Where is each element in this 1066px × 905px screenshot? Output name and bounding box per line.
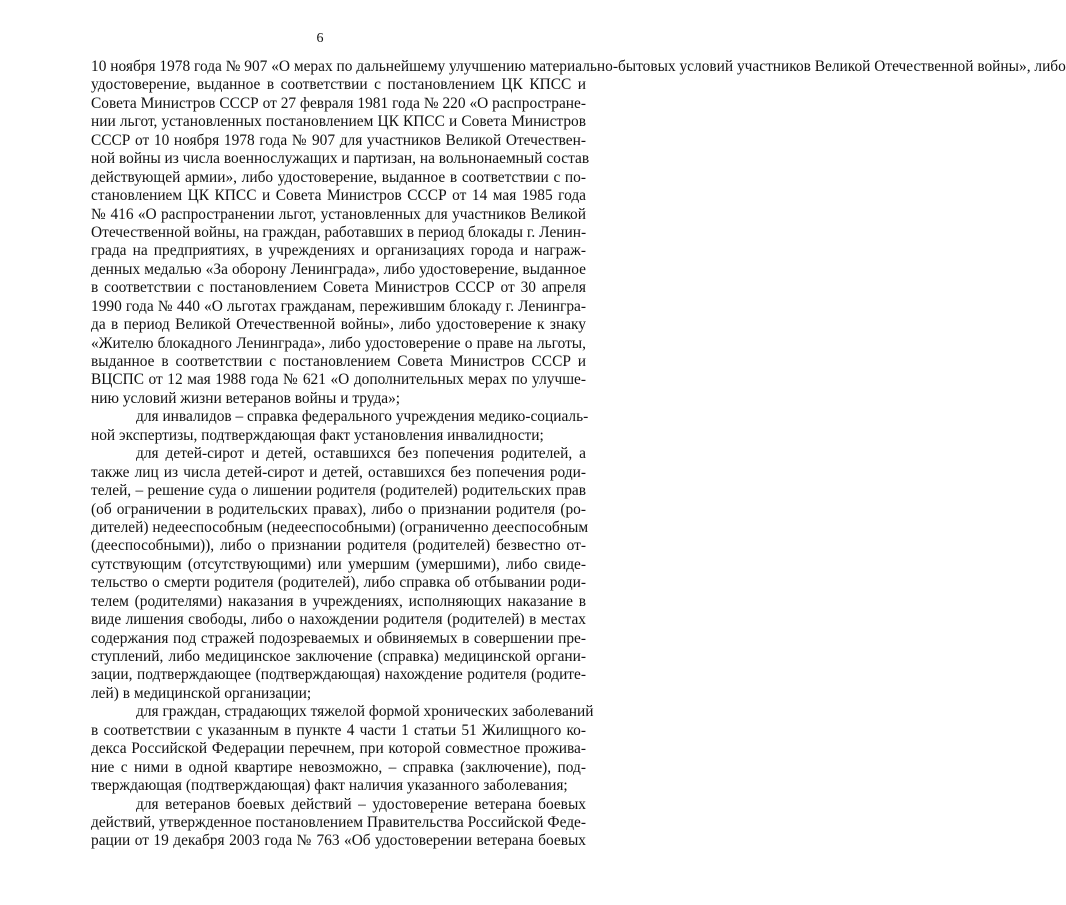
text-line: зации, подтверждающее (подтверждающая) нахождение родителя (родите- xyxy=(91,666,586,684)
text-line: содержания под стражей подозреваемых и обвиняемых в совершении пре- xyxy=(91,629,586,647)
text-line: Отечественной войны, на граждан, работавших в период блокады г. Ленин- xyxy=(91,223,587,241)
text-line: ние с ними в одной квартире невозможно, – справка (заключение), под- xyxy=(91,758,586,776)
text-line: да в период Великой Отечественной войны», либо удостоверение к знаку xyxy=(91,316,586,334)
text-line: ной экспертизы, подтверждающая факт установления инвалидности; xyxy=(91,426,544,444)
text-line: виде лишения свободы, либо о нахождении родителя (родителей) в местах xyxy=(91,611,586,629)
text-line: (об ограничении в родительских правах), либо о признании родителя (ро- xyxy=(91,500,586,518)
paragraph-first-line: для детей-сирот и детей, оставшихся без попечения родителей, а xyxy=(136,445,586,463)
text-line: денных медалью «За оборону Ленинграда», либо удостоверение, выданное xyxy=(91,260,586,278)
page-number: 6 xyxy=(316,31,324,46)
text-line: ВЦСПС от 12 мая 1988 года № 621 «О дополнительных мерах по улучше- xyxy=(91,371,586,389)
text-line: выданное в соответствии с постановлением Совета Министров СССР и xyxy=(91,353,586,370)
paragraph-first-line: для инвалидов – справка федерального учреждения медико-социаль- xyxy=(136,408,589,426)
text-line: тверждающая (подтверждающая) факт наличия указанного заболевания; xyxy=(91,777,568,795)
text-line: дителей) недееспособным (недееспособными) (ограниченно дееспособным xyxy=(91,518,589,536)
text-line: действий, утвержденное постановлением Правительства Российской Феде- xyxy=(91,813,586,831)
paragraph-first-line: для граждан, страдающих тяжелой формой хронических заболеваний xyxy=(136,703,594,721)
text-line: града на предприятиях, в учреждениях и организациях города и награж- xyxy=(91,242,586,260)
text-line: сутствующим (отсутствующими) или умершим (умершими), либо свиде- xyxy=(91,555,586,573)
text-line: ступлений, либо медицинское заключение (справка) медицинской органи- xyxy=(91,648,586,665)
text-line: 1990 года № 440 «О льготах гражданам, пережившим блокаду г. Ленингра- xyxy=(91,297,586,315)
text-line: нию условий жизни ветеранов войны и труда»; xyxy=(91,389,401,407)
text-line: СССР от 10 ноября 1978 года № 907 для участников Великой Отечествен- xyxy=(91,131,586,149)
text-line: действующей армии», либо удостоверение, выданное в соответствии с по- xyxy=(91,168,586,186)
text-line: ной войны из числа военнослужащих и партизан, на вольнонаемный состав xyxy=(91,150,590,168)
text-line: нии льгот, установленных постановлением ЦК КПСС и Совета Министров xyxy=(91,113,586,131)
text-line: 10 ноября 1978 года № 907 «О мерах по дальнейшему улучшению материально-бытовых условий участников Великой Отечественной войны», либо xyxy=(91,58,1066,75)
text-line: декса Российской Федерации перечнем, при которой совместное прожива- xyxy=(91,740,586,758)
text-line: телей, – решение суда о лишении родителя (родителей) родительских прав xyxy=(91,482,586,500)
text-line: также лиц из числа детей-сирот и детей, оставшихся без попечения роди- xyxy=(91,463,586,481)
text-line: тельство о смерти родителя (родителей), либо справка об отбывании роди- xyxy=(91,574,586,592)
body-text xyxy=(91,58,1066,851)
text-line: телем (родителями) наказания в учреждениях, исполняющих наказание в xyxy=(91,592,586,610)
text-line: № 416 «О распространении льгот, установленных для участников Великой xyxy=(91,205,586,223)
text-line: «Жителю блокадного Ленинграда», либо удостоверение о праве на льготы, xyxy=(91,334,586,352)
text-line: в соответствии с постановлением Совета Министров СССР от 30 апреля xyxy=(91,279,586,297)
text-line: Совета Министров СССР от 27 февраля 1981 года № 220 «О распростране- xyxy=(91,94,586,112)
paragraph-first-line: для ветеранов боевых действий – удостоверение ветерана боевых xyxy=(136,795,586,813)
text-line: удостоверение, выданное в соответствии с постановлением ЦК КПСС и xyxy=(91,76,586,94)
text-line: (дееспособными)), либо о признании родителя (родителей) безвестно от- xyxy=(91,537,586,555)
text-line: становлением ЦК КПСС и Совета Министров СССР от 14 мая 1985 года xyxy=(91,187,586,205)
text-line: рации от 19 декабря 2003 года № 763 «Об удостоверении ветерана боевых xyxy=(91,832,586,850)
text-line: лей) в медицинской организации; xyxy=(91,684,312,702)
text-line: в соответствии с указанным в пункте 4 части 1 статьи 51 Жилищного ко- xyxy=(91,721,586,739)
